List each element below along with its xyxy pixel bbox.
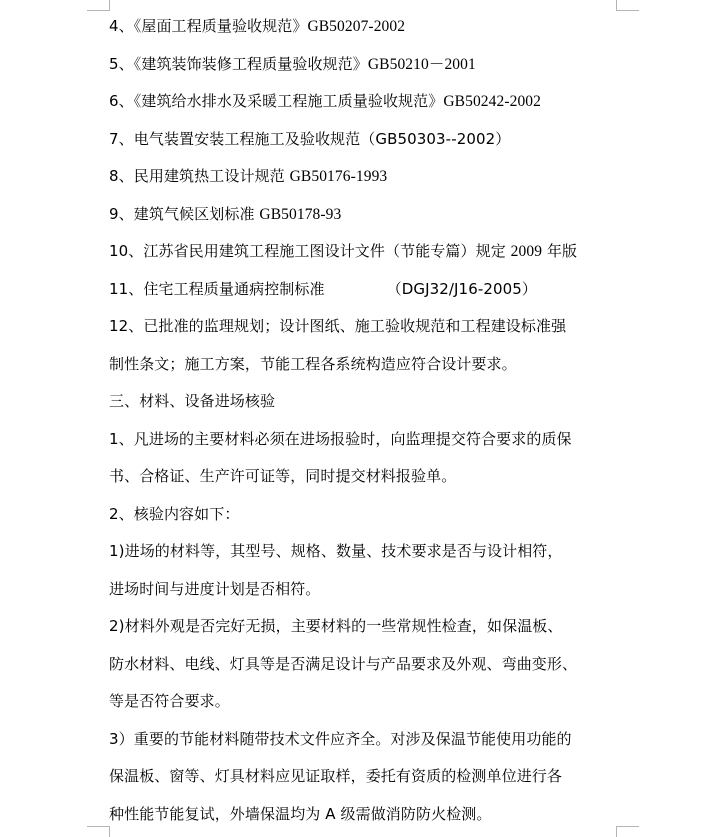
standard-code: GB50178-93 (259, 205, 342, 223)
line-text: 等是否符合要求。 (109, 692, 230, 710)
text-line (109, 646, 619, 684)
line-text: 2、核验内容如下： (109, 504, 240, 523)
text-line (109, 496, 619, 534)
line-text: 1)进场的材料等，其型号、规格、数量、技术要求是否与设计相符， (109, 542, 563, 560)
standard-code: GB50176-1993 (289, 168, 388, 185)
text-line (109, 196, 619, 234)
standard-code: （DGJ32/J16-2005） (386, 279, 538, 298)
text-line (109, 271, 619, 309)
text-line (109, 608, 619, 646)
line-text: 4、《屋面工程质量验收规范》 (109, 17, 308, 35)
line-text: 保温板、窗等、灯具材料应见证取样，委托有资质的检测单位进行各 (109, 767, 563, 785)
text-line (109, 46, 619, 84)
line-text: 5、《建筑装饰装修工程质量验收规范》 (109, 54, 368, 73)
text-line (109, 796, 619, 834)
text-line (109, 721, 619, 759)
year-number: 2009 (510, 243, 543, 260)
page-corner-mark-bottom-left (87, 826, 110, 837)
page-corner-mark-top-left (87, 0, 110, 11)
text-line (109, 458, 619, 496)
standard-code: GB50210－2001 (367, 55, 476, 73)
line-text: 10、江苏省民用建筑工程施工图设计文件（节能专篇）规定 (109, 242, 511, 260)
text-line (109, 571, 619, 609)
section-heading (109, 383, 619, 421)
line-text: 12、已批准的监理规划；设计图纸、施工验收规范和工程建设标准强 (109, 317, 567, 335)
page-corner-mark-bottom-right (616, 826, 639, 837)
line-text: 9、建筑气候区划标准 (109, 204, 260, 223)
line-text: 种性能节能复试，外墙保温均为 A 级需做消防防火检测。 (109, 804, 492, 823)
line-text: 11、住宅工程质量通病控制标准 (109, 279, 325, 298)
standard-code: GB50242-2002 (443, 93, 542, 110)
text-line (109, 121, 619, 159)
text-line (109, 758, 619, 796)
line-text: 防水材料、电线、灯具等是否满足设计与产品要求及外观、弯曲变形、 (109, 654, 578, 673)
line-text: 7、电气装置安装工程施工及验收规范（GB50303--2002） (109, 129, 511, 148)
text-line (109, 421, 619, 459)
document-body (109, 8, 619, 833)
text-line (109, 308, 619, 346)
line-text: 2)材料外观是否完好无损，主要材料的一些常规性检查，如保温板、 (109, 617, 563, 635)
text-line (109, 83, 619, 121)
text-line (109, 346, 619, 384)
page-corner-mark-top-right (616, 0, 639, 11)
text-line (109, 233, 619, 271)
text-line (109, 683, 619, 721)
line-text: 3）重要的节能材料随带技术文件应齐全。对涉及保温节能使用功能的 (109, 729, 572, 748)
line-text: 6、《建筑给水排水及采暖工程施工质量验收规范》 (109, 92, 444, 110)
line-text: 1、凡进场的主要材料必须在进场报验时，向监理提交符合要求的质保 (109, 429, 572, 448)
standard-code: GB50207-2002 (307, 18, 406, 35)
line-text: 进场时间与进度计划是否相符。 (109, 579, 321, 598)
line-text: 制性条文；施工方案，节能工程各系统构造应符合设计要求。 (109, 354, 517, 373)
line-text-suffix: 年版 (542, 242, 578, 260)
text-line (109, 158, 619, 196)
line-text: 书、合格证、生产许可证等，同时提交材料报验单。 (109, 467, 457, 485)
text-line (109, 533, 619, 571)
heading-text: 三、材料、设备进场核验 (109, 392, 276, 410)
text-line (109, 8, 619, 46)
line-text: 8、民用建筑热工设计规范 (109, 167, 290, 185)
